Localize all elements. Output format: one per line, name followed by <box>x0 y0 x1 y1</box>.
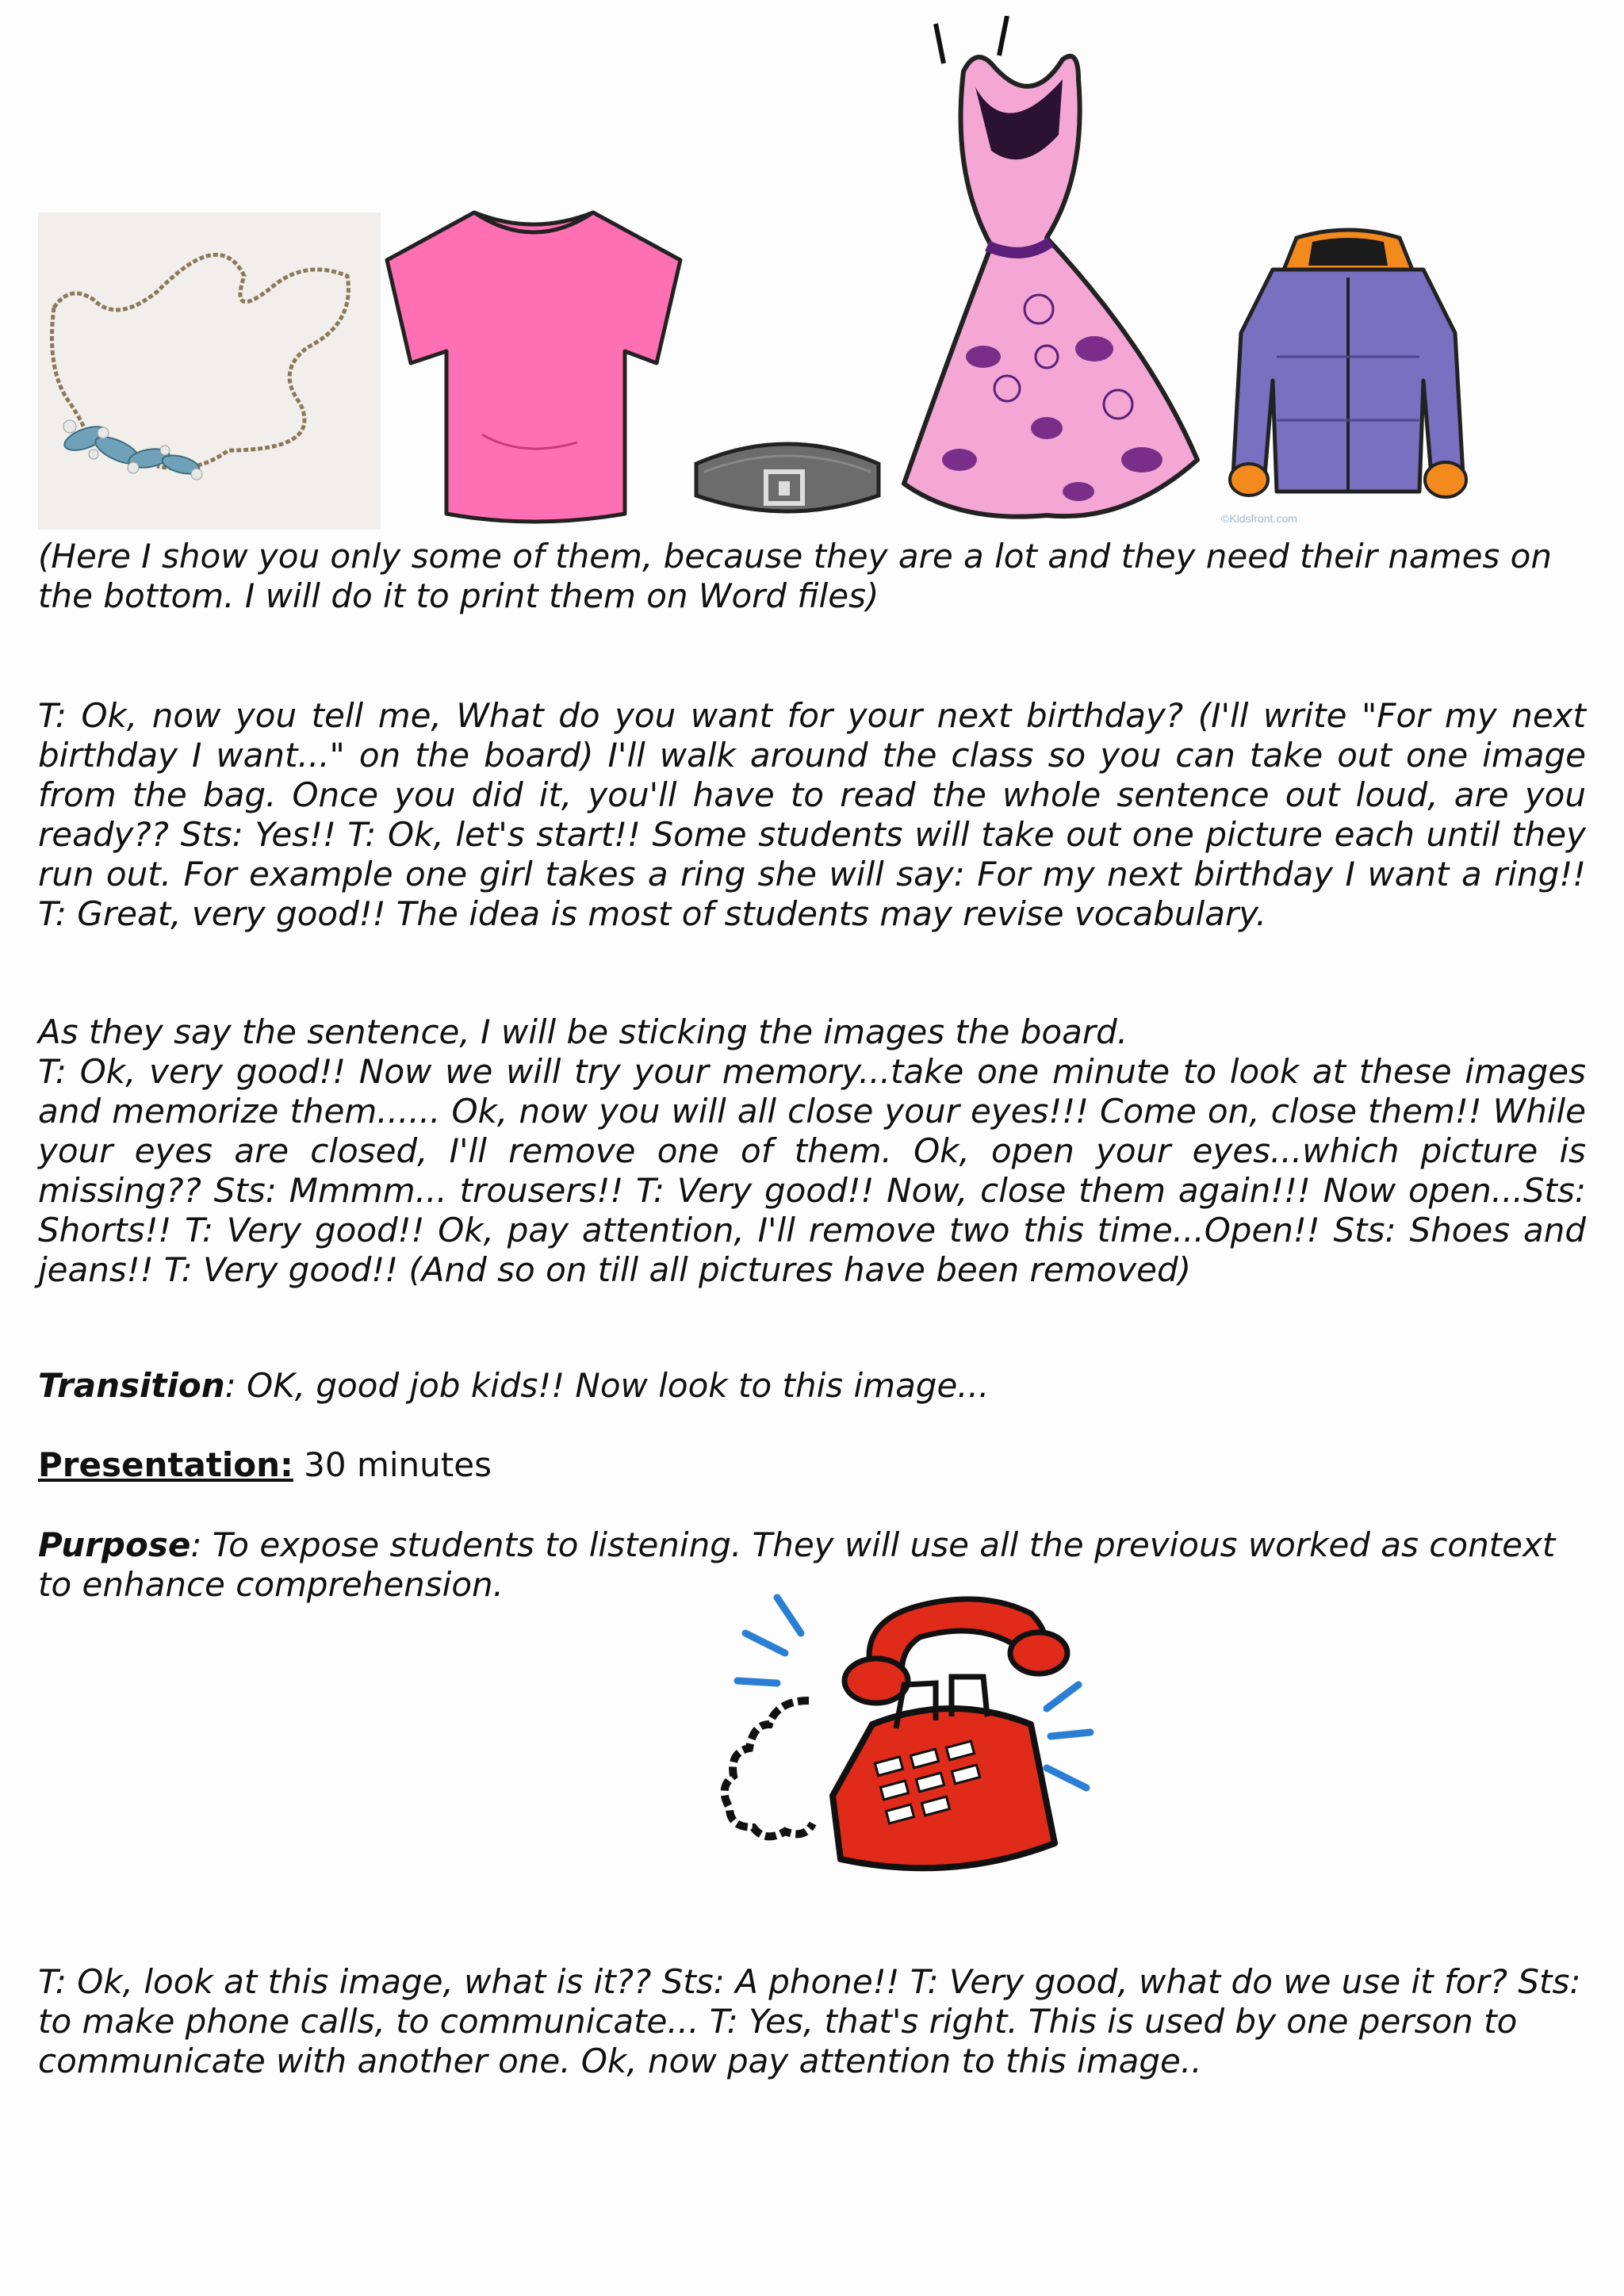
paragraph-text: T: Ok, very good!! Now we will try your memory...take one minute to look at these images and memorize them...... Ok, now you will all close your eyes!!! Come on, close them!! While your eyes are closed, I'll remove one of them. Ok, open your eyes...which picture is missing?? Sts: Mmmm... trousers!! T: Very good!! Now, close them again!!! Now open...Sts: Shorts!! T: Very good!! Ok, pay attention, I'll remove two this time...Open!! Sts: Shoes and jeans!! T: Very good!! (And so on till all pictures have been removed) <box>38 1052 1586 1289</box>
necklace-image <box>38 212 381 530</box>
transition-text: OK, good job kids!! Now look to this image... <box>236 1366 990 1405</box>
paragraph-memory-game <box>38 1012 1586 1290</box>
watermark-text: ©Kidsfront.com <box>1221 512 1297 525</box>
presentation-label: Presentation: <box>38 1445 293 1484</box>
telephone-image <box>714 1590 1118 1907</box>
paragraph-phone-dialogue: T: Ok, look at this image, what is it?? Sts: A phone!! T: Very good, what do we use it for? Sts: to make phone calls, to communicate... T: Yes, that's right. This is used by one person to communicate with another one. Ok, now pay attention to this image.. <box>38 1962 1581 2080</box>
purpose-label: Purpose <box>38 1525 191 1564</box>
paragraph-first-line: As they say the sentence, I will be sticking the images the board. <box>38 1012 1128 1051</box>
jacket-image <box>1217 222 1479 531</box>
tshirt-image <box>379 197 688 530</box>
paragraph-text: T: Ok, now you tell me, What do you want for your next birthday? (I'll write "For my next birthday I want..." on the board) I'll walk around the class so you can take out one image from the bag. Once you did it, you'll have to read the whole sentence out loud, are you ready?? Sts: Yes!! T: Ok, let's start!! Some students will take out one picture each until they run out. For example one girl takes a ring she will say: For my next birthday I want a ring!! T: Great, very good!! The idea is most of students may revise vocabulary. <box>38 696 1586 933</box>
transition-label: Transition <box>38 1366 225 1405</box>
purpose-separator: : <box>190 1525 202 1564</box>
belt-image <box>688 424 887 535</box>
purpose-text: To expose students to listening. They will use all the previous worked as context to enhance comprehension. <box>38 1525 1556 1604</box>
transition-separator: : <box>224 1366 236 1405</box>
presentation-line <box>38 1445 1586 1485</box>
presentation-duration: 30 minutes <box>304 1445 492 1484</box>
image-caption: (Here I show you only some of them, because they are a lot and they need their names on the bottom. I will do it to print them on Word files) <box>38 537 1552 615</box>
paragraph-birthday-activity <box>38 696 1586 934</box>
transition-line <box>38 1366 1586 1406</box>
dress-image <box>888 16 1221 531</box>
